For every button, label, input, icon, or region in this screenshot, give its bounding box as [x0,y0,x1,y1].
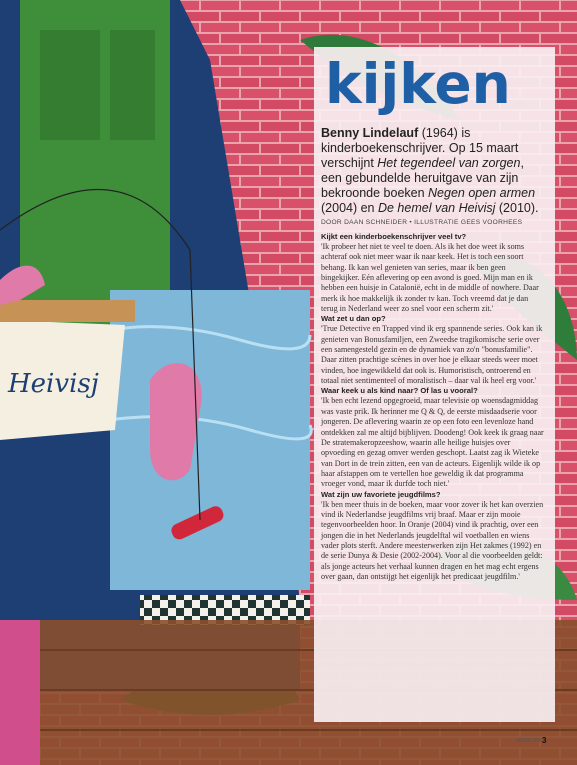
intro-lead: Benny Lindelauf (1964) is kinderboekenschrijver. Op 15 maart verschijnt Het tegendeel van zorgen, een gebundelde heruitgave van zijn bekroonde boeken Negen open armen (2004) en De hemel van Heivisj (2010). [321,126,539,215]
interview-answer: 'True Detective en Trapped vind ik erg spannende series. Ook kan ik genieten van Bonusfamiljen, een Zweedse tragikomische serie over een samengesteld gezin en de dynamiek van zo'n "bonusfamilie". Daar zitten prachtige scènes in over hoe je elkaar steeds weer moet vinden, hoe ingewikkeld dat ook is. Humoristisch, ontroerend en totaal niet sentimenteel of moralistisch – daar val ik heel erg voor.' [321,324,543,386]
interview-answer: 'Ik ben echt lezend opgegroeid, maar televisie op woensdagmiddag was vaste prik. Ik herinner me Q & Q, de eerste misdaadserie voor jongeren. De aflevering waarin ze op een foto een levenloze hand ontdekken zal me altijd bijblijven. Doodeng! Ook keek ik graag naar De stratemakeropzeeshow, waarin alle heilige huisjes over opvoeding en gezag omver werden geschopt. Laatst zag ik Wieteke van Dort in de trein zitten, een van de acteurs. Eigenlijk wilde ik op haar afstappen om te vertellen hoe geweldig ik dat programma vroeger vond, maar ik durfde toch niet.' [321,396,544,489]
figure [0,620,40,765]
page-number: 3 [542,736,547,745]
article-panel [314,47,555,722]
interview-question: Waar keek u als kind naar? Of las u vooral? [321,386,478,396]
boat-label: Heivisj [8,369,99,399]
byline: DOOR DAAN SCHNEIDER • ILLUSTRATIE GEES VOORHEES [321,219,523,226]
interview-question: Kijkt een kinderboekenschrijver veel tv? [321,232,467,241]
book-title: Het tegendeel van zorgen [377,156,521,170]
section-tag: MAGAZINE [516,738,543,744]
interview-answer: 'Ik ben meer thuis in de boeken, maar voor zover ik het kan overzien vind ik Nederlandse jeugdfilms vrij braaf. Maar er zijn mooie tegenvoorbeelden hoor. In Oranje (2004) vind ik prachtig, over een jongen die in het Nederlands jeugdelftal wil voetballen en wiens vader plots sterft. Andere meesterwerken zijn Het zakmes (1992) en de serie Dunya & Desie (2002-2004). Voor al die voorbeelden geldt: als jonge acteurs het verhaal kunnen dragen en het mag echt ergens over gaan, dan ontstijgt het eigenlijk het predicaat jeugdfilm.' [321,499,544,581]
page-title: kijken [325,52,511,116]
interview-question: Wat zet u dan op? [321,314,386,324]
interview-question: Wat zijn uw favoriete jeugdfilms? [321,489,441,499]
book-title: Negen open armen [428,186,536,200]
water [110,290,310,590]
interview-answer: 'Ik probeer het niet te veel te doen. Als ik het doe weet ik soms achteraf ook niet meer waar ik naar keek. Het is toch een soort behang. Ik kan wel genieten van series, maar ik ben geen bingekijker. Eén aflevering op een avond is goed. Mijn man en ik hebben een huisje in Catalonië, echt in de middle of nowhere. Daar merk ik hoe makkelijk ik zonder tv kan. Toch vreemd dat je dan terug in Nederland weer zo snel voor een scherm zit.' [321,242,539,314]
author-name: Benny Lindelauf [321,126,419,140]
book-title: De hemel van Heivisj [377,201,496,215]
